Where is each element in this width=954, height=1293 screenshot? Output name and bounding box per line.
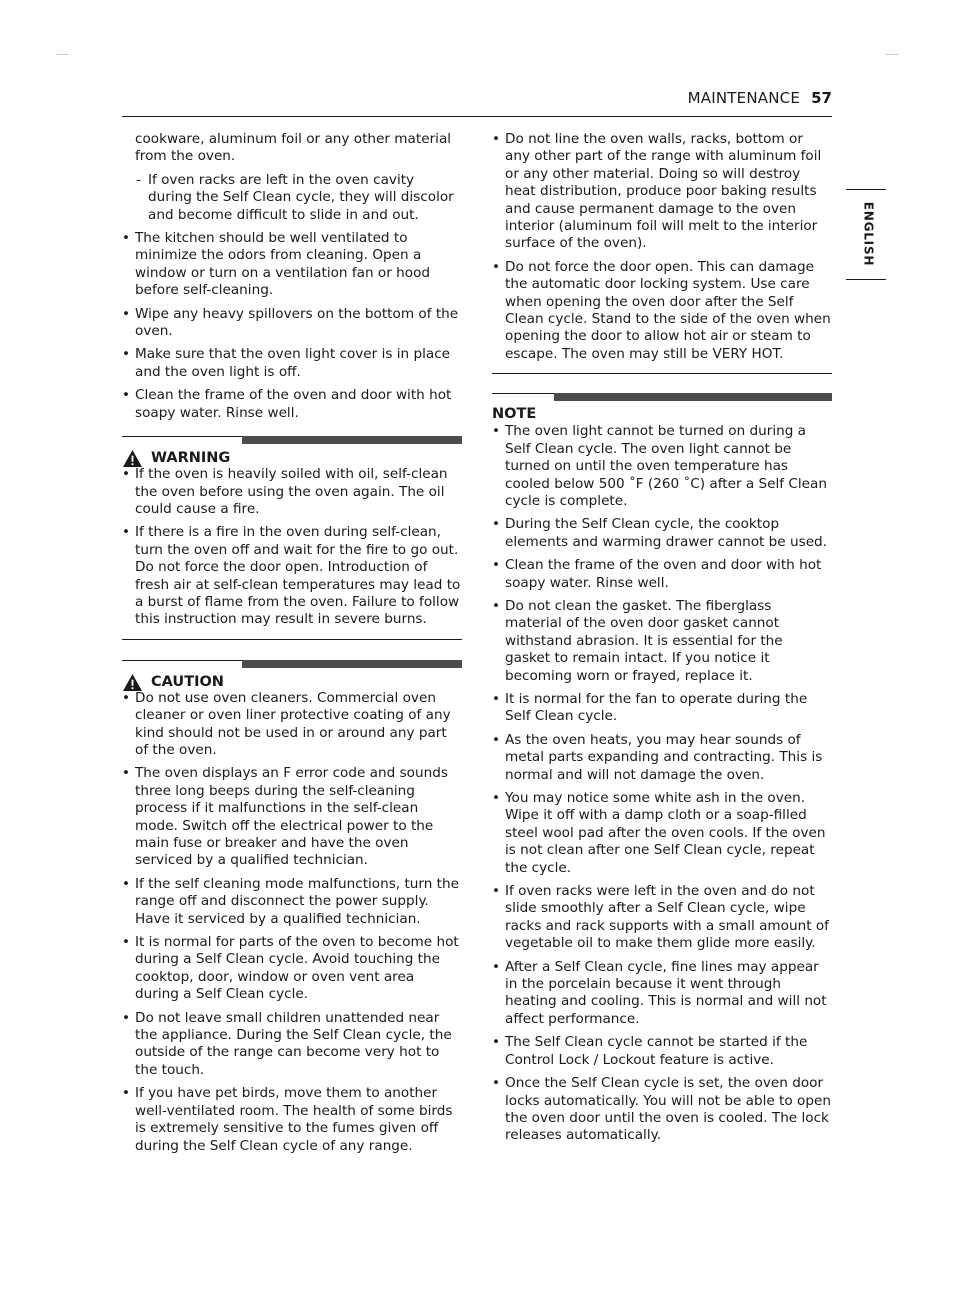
sub-list-item: - If oven racks are left in the oven cavity during the Self Clean cycle, they will discolor and become difficult to slide in and out. bbox=[135, 172, 462, 224]
list-item: • If the oven is heavily soiled with oil, self-clean the oven before using the oven again. The oil could cause a fire. bbox=[122, 466, 462, 518]
warning-bottom-rule bbox=[122, 639, 462, 640]
bullet-list bbox=[492, 131, 832, 363]
caution-header bbox=[122, 660, 462, 690]
list-item: • If you have pet birds, move them to another well-ventilated room. The health of some birds is extremely sensitive to the fumes given off during the Self Clean cycle of any range. bbox=[122, 1085, 462, 1155]
caution-list bbox=[122, 690, 462, 1155]
list-item: • The oven displays an F error code and sounds three long beeps during the self-cleaning process if it malfunctions in the self-clean mode. Switch off the electrical power to the main fuse or breaker and have the oven serviced by a qualified technician. bbox=[122, 765, 462, 869]
list-item: • It is normal for the fan to operate during the Self Clean cycle. bbox=[492, 691, 832, 726]
list-item: • If there is a fire in the oven during self-clean, turn the oven off and wait for the fire to go out. Do not force the door open. Introduction of fresh air at self-clean temperatures may lead to a burst of flame from the oven. Failure to follow this instruction may result in severe burns. bbox=[122, 524, 462, 628]
list-item: • Clean the frame of the oven and door with hot soapy water. Rinse well. bbox=[492, 557, 832, 592]
list-item: • Do not leave small children unattended near the appliance. During the Self Clean cycle, the outside of the range can become very hot to the touch. bbox=[122, 1010, 462, 1080]
page-number: 57 bbox=[811, 89, 832, 107]
list-item: • Clean the frame of the oven and door with hot soapy water. Rinse well. bbox=[122, 387, 462, 422]
section-title: MAINTENANCE bbox=[687, 89, 800, 107]
crop-mark-left bbox=[56, 54, 68, 55]
list-item: • As the oven heats, you may hear sounds of metal parts expanding and contracting. This is normal and will not damage the oven. bbox=[492, 732, 832, 784]
warning-list bbox=[122, 466, 462, 629]
continued-text: cookware, aluminum foil or any other material from the oven. bbox=[135, 131, 452, 165]
list-item: • Make sure that the oven light cover is in place and the oven light is off. bbox=[122, 346, 462, 381]
right-column bbox=[492, 131, 832, 1151]
list-item: • Wipe any heavy spillovers on the bottom of the oven. bbox=[122, 306, 462, 341]
list-item: • The oven light cannot be turned on during a Self Clean cycle. The oven light cannot be turned on until the oven temperature has cooled below 500 ˚F (260 ˚C) after a Self Clean cycle is complete. bbox=[492, 423, 832, 510]
note-list bbox=[492, 423, 832, 1144]
note-title: NOTE bbox=[492, 406, 537, 423]
list-item: • Do not force the door open. This can damage the automatic door locking system. Use care when opening the oven door after the Self Clean cycle. Stand to the side of the oven when opening the door to allow hot air or steam to escape. The oven may still be VERY HOT. bbox=[492, 259, 832, 363]
section-rule bbox=[492, 373, 832, 374]
page-header bbox=[122, 88, 832, 117]
warning-header bbox=[122, 436, 462, 466]
list-item: • During the Self Clean cycle, the cooktop elements and warming drawer cannot be used. bbox=[492, 516, 832, 551]
note-header bbox=[492, 393, 832, 423]
list-item: • Once the Self Clean cycle is set, the oven door locks automatically. You will not be able to open the oven door until the oven is cooled. The lock releases automatically. bbox=[492, 1075, 832, 1145]
list-item: • The kitchen should be well ventilated to minimize the odors from cleaning. Open a window or turn on a ventilation fan or hood before self-cleaning. bbox=[122, 230, 462, 300]
list-item: • Do not use oven cleaners. Commercial oven cleaner or oven liner protective coating of any kind should not be used in or around any part of the oven. bbox=[122, 690, 462, 760]
list-item: • If the self cleaning mode malfunctions, turn the range off and disconnect the power supply. Have it serviced by a qualified technician. bbox=[122, 876, 462, 928]
list-item: • Do not clean the gasket. The fiberglass material of the oven door gasket cannot withstand abrasion. It is essential for the gasket to remain intact. If you notice it becoming worn or frayed, replace it. bbox=[492, 598, 832, 685]
language-tab bbox=[846, 189, 886, 280]
list-item: • You may notice some white ash in the oven. Wipe it off with a damp cloth or a soap-filled steel wool pad after the oven cools. If the oven is not clean after one Self Clean cycle, repeat the cycle. bbox=[492, 790, 832, 877]
list-item: • If oven racks were left in the oven and do not slide smoothly after a Self Clean cycle, wipe racks and rack supports with a small amount of vegetable oil to make them glide more easily. bbox=[492, 883, 832, 953]
crop-mark-right bbox=[886, 54, 898, 55]
bullet-list bbox=[122, 230, 462, 422]
caution-title: CAUTION bbox=[151, 673, 224, 690]
list-item: • After a Self Clean cycle, fine lines may appear in the porcelain because it went through heating and cooling. This is normal and will not affect performance. bbox=[492, 959, 832, 1029]
warning-title: WARNING bbox=[151, 449, 231, 466]
list-item: • The Self Clean cycle cannot be started if the Control Lock / Lockout feature is active. bbox=[492, 1034, 832, 1069]
caution-block bbox=[122, 660, 462, 1155]
sub-list bbox=[135, 172, 462, 224]
warning-block bbox=[122, 436, 462, 640]
list-item: • It is normal for parts of the oven to become hot during a Self Clean cycle. Avoid touching the cooktop, door, window or oven vent area during a Self Clean cycle. bbox=[122, 934, 462, 1004]
language-label: ENGLISH bbox=[861, 201, 876, 267]
note-block bbox=[492, 393, 832, 1144]
left-column bbox=[122, 131, 462, 1161]
list-item: • Do not line the oven walls, racks, bottom or any other part of the range with aluminum foil or any other material. Doing so will destroy heat distribution, produce poor baking results and cause permanent damage to the oven interior (aluminum foil will melt to the interior surface of the oven). bbox=[492, 131, 832, 253]
